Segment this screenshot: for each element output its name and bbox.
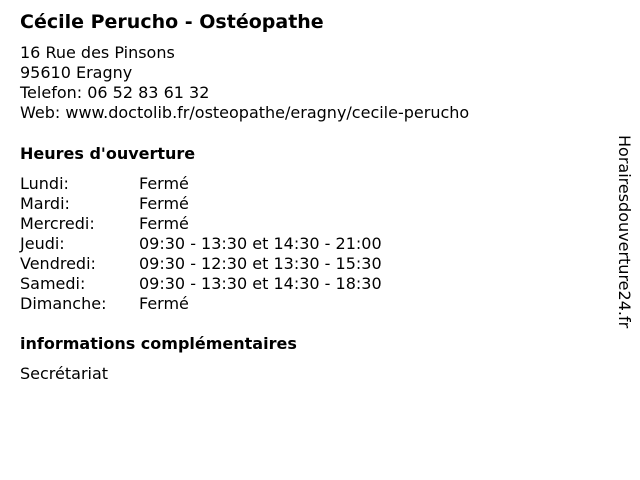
hours-row-wednesday [20, 214, 189, 234]
hours-row-tuesday [20, 194, 189, 214]
hours-time-value: Fermé [139, 294, 189, 313]
hours-day-label: Mardi: [20, 194, 70, 213]
hours-day-label: Dimanche: [20, 294, 107, 313]
hours-time-value: 09:30 - 13:30 et 14:30 - 21:00 [139, 234, 382, 253]
hours-row-sunday [20, 294, 189, 314]
hours-row-saturday [20, 274, 382, 294]
hours-day-label: Lundi: [20, 174, 69, 193]
hours-day-label: Samedi: [20, 274, 86, 293]
phone-line: Telefon: 06 52 83 61 32 [20, 83, 210, 102]
hours-row-monday [20, 174, 189, 194]
hours-day-label: Mercredi: [20, 214, 95, 233]
additional-info-value: Secrétariat [20, 364, 109, 383]
hours-time-value: 09:30 - 13:30 et 14:30 - 18:30 [139, 274, 382, 293]
additional-info-heading: informations complémentaires [20, 334, 297, 353]
web-line: Web: www.doctolib.fr/osteopathe/eragny/cecile-perucho [20, 103, 470, 122]
site-brand-vertical: Horairesdouverture24.fr [615, 135, 634, 329]
hours-time-value: Fermé [139, 194, 189, 213]
hours-day-label: Jeudi: [20, 234, 65, 253]
opening-hours-heading: Heures d'ouverture [20, 144, 196, 163]
hours-day-label: Vendredi: [20, 254, 96, 273]
hours-row-thursday [20, 234, 382, 254]
address-street: 16 Rue des Pinsons [20, 43, 175, 62]
hours-row-friday [20, 254, 382, 274]
address-city: 95610 Eragny [20, 63, 133, 82]
hours-time-value: 09:30 - 12:30 et 13:30 - 15:30 [139, 254, 382, 273]
business-title: Cécile Perucho - Ostéopathe [20, 11, 324, 33]
hours-time-value: Fermé [139, 174, 189, 193]
hours-time-value: Fermé [139, 214, 189, 233]
